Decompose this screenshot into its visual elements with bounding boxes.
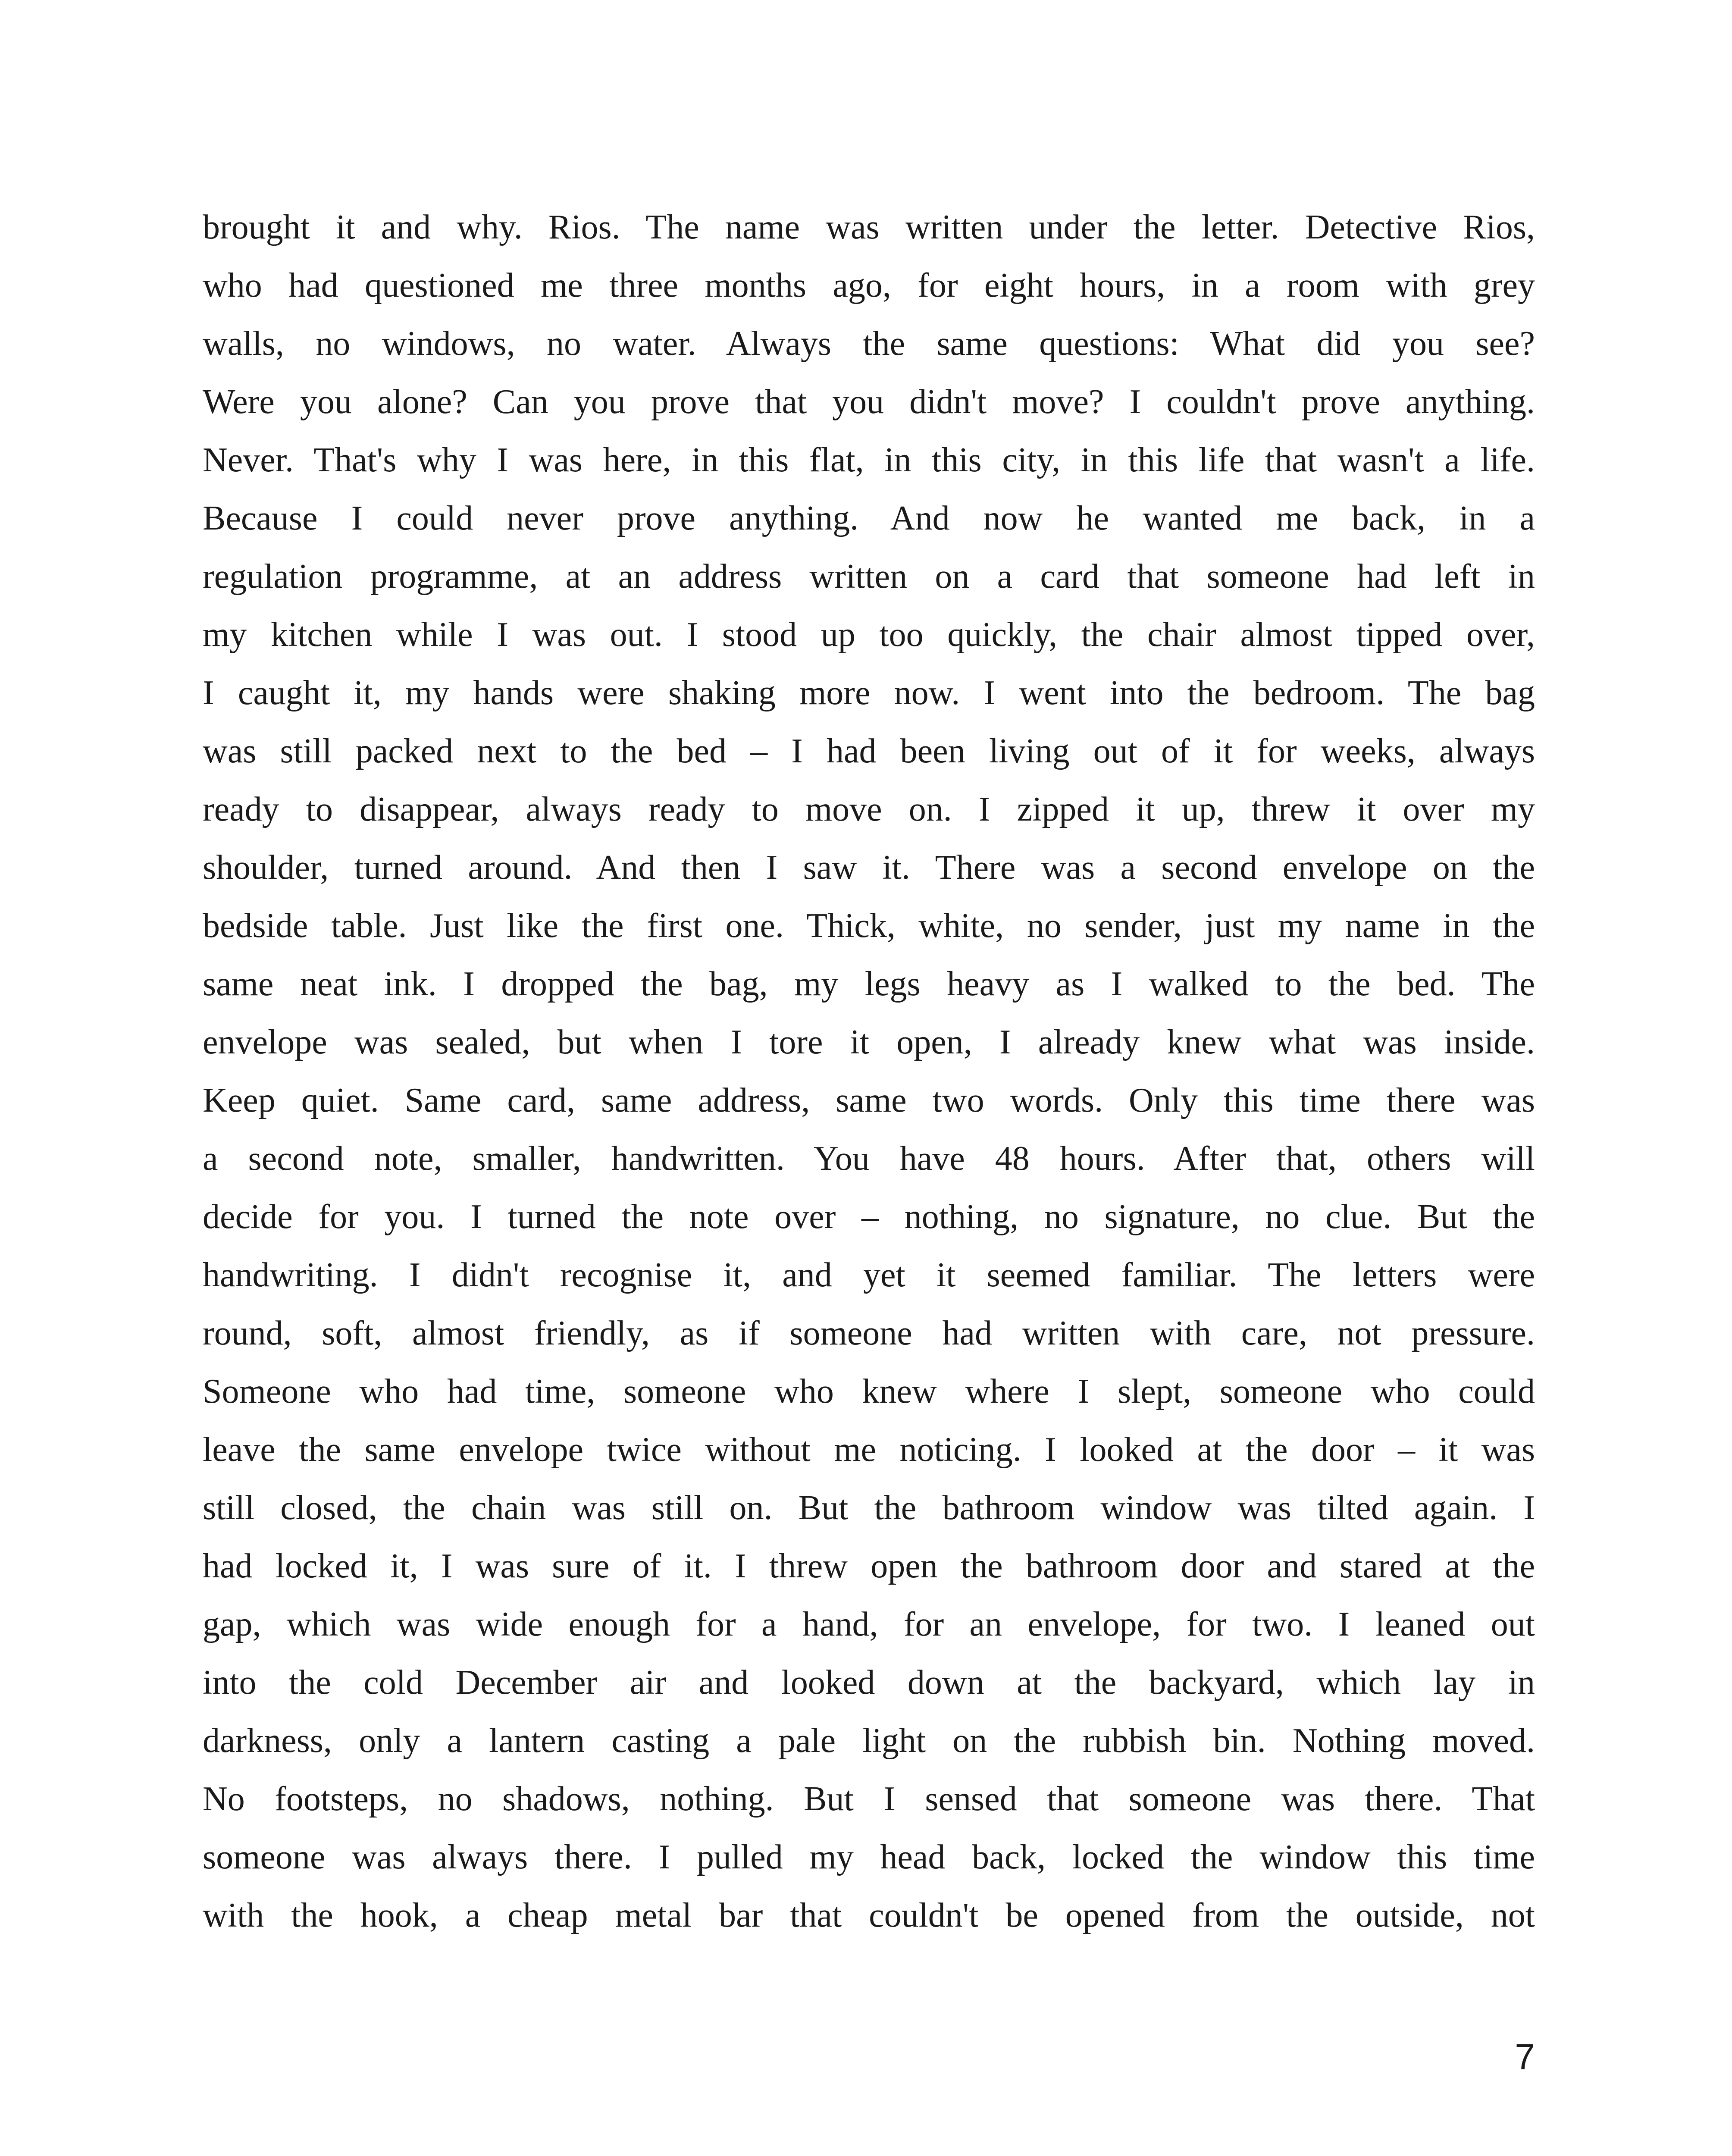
- text-line: regulation programme, at an address written on a card that someone had left in: [203, 558, 1535, 595]
- text-line: who had questioned me three months ago, for eight hours, in a room with grey: [203, 266, 1535, 304]
- body-text: [203, 198, 1535, 1945]
- text-line: walls, no windows, no water. Always the same questions: What did you see?: [203, 325, 1535, 363]
- text-line: I caught it, my hands were shaking more now. I went into the bedroom. The bag: [203, 674, 1535, 712]
- text-line: a second note, smaller, handwritten. You have 48 hours. After that, others will: [203, 1140, 1535, 1178]
- text-line: Someone who had time, someone who knew where I slept, someone who could: [203, 1373, 1535, 1410]
- text-line: was still packed next to the bed – I had been living out of it for weeks, always: [203, 732, 1535, 770]
- text-line: leave the same envelope twice without me noticing. I looked at the door – it was: [203, 1431, 1535, 1469]
- text-line: bedside table. Just like the first one. Thick, white, no sender, just my name in the: [203, 907, 1535, 945]
- text-line: had locked it, I was sure of it. I threw open the bathroom door and stared at the: [203, 1547, 1535, 1585]
- text-line: Were you alone? Can you prove that you didn't move? I couldn't prove anything.: [203, 383, 1535, 421]
- text-line: Keep quiet. Same card, same address, same two words. Only this time there was: [203, 1081, 1535, 1119]
- text-line: shoulder, turned around. And then I saw it. There was a second envelope on the: [203, 849, 1535, 887]
- text-line: same neat ink. I dropped the bag, my legs heavy as I walked to the bed. The: [203, 965, 1535, 1003]
- text-line: my kitchen while I was out. I stood up too quickly, the chair almost tipped over,: [203, 616, 1535, 654]
- text-line: round, soft, almost friendly, as if someone had written with care, not pressure.: [203, 1314, 1535, 1352]
- text-line: someone was always there. I pulled my head back, locked the window this time: [203, 1838, 1535, 1876]
- text-line: Because I could never prove anything. And now he wanted me back, in a: [203, 499, 1535, 537]
- text-line: ready to disappear, always ready to move on. I zipped it up, threw it over my: [203, 790, 1535, 828]
- text-line: gap, which was wide enough for a hand, for an envelope, for two. I leaned out: [203, 1605, 1535, 1643]
- text-line: decide for you. I turned the note over – nothing, no signature, no clue. But the: [203, 1198, 1535, 1236]
- text-line: handwriting. I didn't recognise it, and yet it seemed familiar. The letters were: [203, 1256, 1535, 1294]
- text-line: with the hook, a cheap metal bar that couldn't be opened from the outside, not: [203, 1896, 1535, 1934]
- page-number: 7: [1515, 2037, 1535, 2077]
- text-line: still closed, the chain was still on. But the bathroom window was tilted again. I: [203, 1489, 1535, 1527]
- text-line: into the cold December air and looked down at the backyard, which lay in: [203, 1664, 1535, 1702]
- text-line: Never. That's why I was here, in this flat, in this city, in this life that wasn't a life.: [203, 441, 1535, 479]
- text-line: darkness, only a lantern casting a pale light on the rubbish bin. Nothing moved.: [203, 1722, 1535, 1760]
- text-line: envelope was sealed, but when I tore it open, I already knew what was inside.: [203, 1023, 1535, 1061]
- text-line: brought it and why. Rios. The name was written under the letter. Detective Rios,: [203, 208, 1535, 246]
- text-line: No footsteps, no shadows, nothing. But I sensed that someone was there. That: [203, 1780, 1535, 1818]
